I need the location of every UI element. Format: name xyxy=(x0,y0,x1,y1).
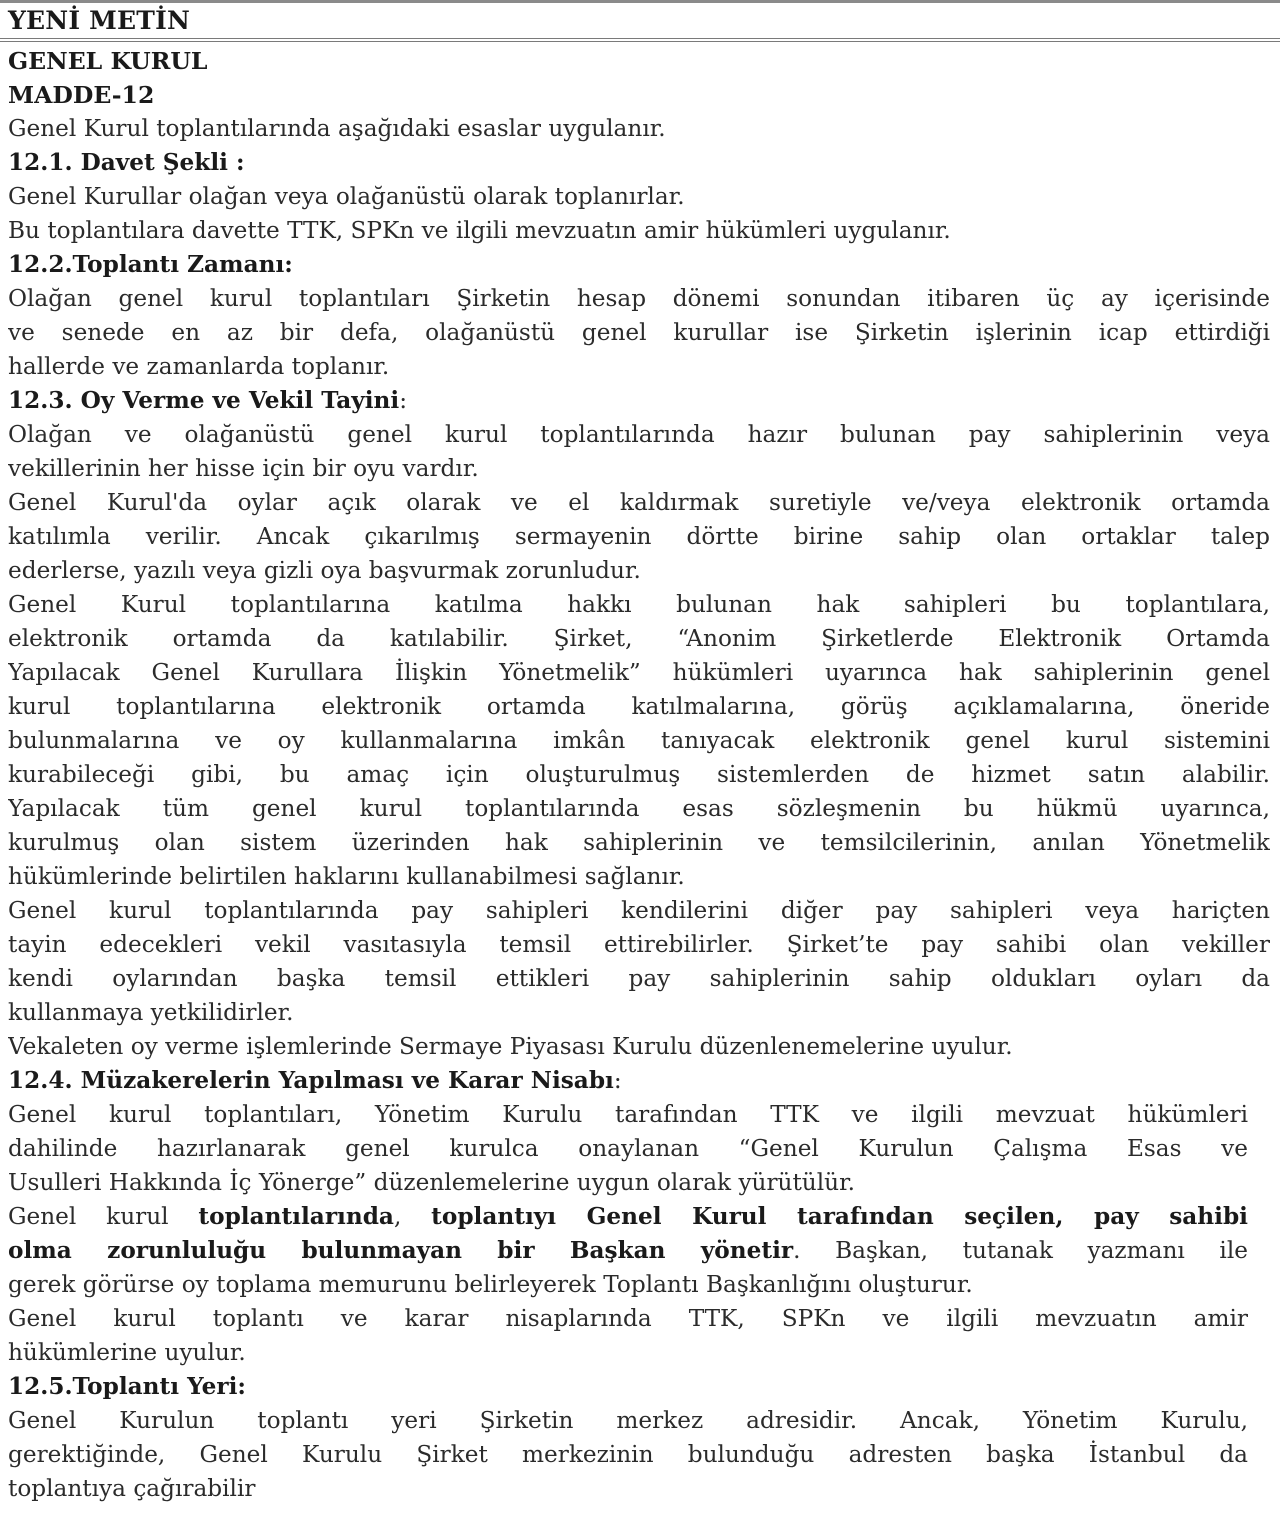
heading-colon: : xyxy=(399,387,408,414)
paragraph-line: kurulmuş olan sistem üzerinden hak sahiplerinin ve temsilcilerinin, anılan Yönetmelik xyxy=(8,829,1270,856)
paragraph-line: ederlerse, yazılı veya gizli oya başvurmak zorunludur. xyxy=(8,557,641,584)
paragraph-line: katılımla verilir. Ancak çıkarılmış sermayenin dörtte birine sahip olan ortaklar talep xyxy=(8,523,1270,550)
paragraph-line: kullanmaya yetkilidirler. xyxy=(8,999,294,1026)
paragraph-line: dahilinde hazırlanarak genel kurulca onaylanan “Genel Kurulun Çalışma Esas ve xyxy=(8,1135,1248,1162)
subsection-heading-12-3 xyxy=(8,384,1270,418)
heading-text: 12.4. Müzakerelerin Yapılması ve Karar Nisabı xyxy=(8,1067,614,1094)
paragraph-line: Genel kurul toplantılarında pay sahipleri kendilerini diğer pay sahipleri veya hariçten xyxy=(8,897,1270,924)
paragraph-line xyxy=(8,1200,1248,1234)
paragraph-line: kendi oylarından başka temsil ettikleri pay sahiplerinin sahip oldukları oyları da xyxy=(8,965,1270,992)
paragraph-line: Genel Kurul'da oylar açık olarak ve el kaldırmak suretiyle ve/veya elektronik ortamda xyxy=(8,489,1270,516)
header-bar xyxy=(0,0,1280,42)
paragraph-line: elektronik ortamda da katılabilir. Şirket, “Anonim Şirketlerde Elektronik Ortamda xyxy=(8,625,1270,652)
header-title: YENİ METİN xyxy=(8,6,191,35)
paragraph-line: gerektiğinde, Genel Kurulu Şirket merkezinin bulunduğu adresten başka İstanbul da xyxy=(8,1441,1248,1468)
article-body xyxy=(8,44,1270,1506)
paragraph-line: kurabileceği gibi, bu amaç için oluşturulmuş sistemlerden de hizmet satın alabilir. xyxy=(8,761,1270,788)
section-title: GENEL KURUL xyxy=(8,47,208,75)
paragraph-line: Genel Kurul toplantılarına katılma hakkı bulunan hak sahipleri bu toplantılara, xyxy=(8,591,1270,618)
paragraph-line: Genel Kurullar olağan veya olağanüstü olarak toplanırlar. xyxy=(8,183,685,210)
subsection-heading-12-1: 12.1. Davet Şekli : xyxy=(8,149,245,176)
heading-colon: : xyxy=(613,1067,622,1094)
bold-run: olma zorunluluğu bulunmayan bir Başkan yönetir xyxy=(8,1237,794,1264)
text-run: , xyxy=(393,1203,432,1230)
subsection-heading-12-4 xyxy=(8,1064,1270,1098)
bold-run: toplantıyı Genel Kurul tarafından seçilen, pay sahibi xyxy=(431,1203,1248,1230)
paragraph-line: bulunmalarına ve oy kullanmalarına imkân tanıyacak elektronik genel kurul sistemini xyxy=(8,727,1270,754)
paragraph-line: vekillerinin her hisse için bir oyu vardır. xyxy=(8,455,479,482)
paragraph-line: Bu toplantılara davette TTK, SPKn ve ilgili mevzuatın amir hükümleri uygulanır. xyxy=(8,217,951,244)
paragraph-line: Vekaleten oy verme işlemlerinde Sermaye Piyasası Kurulu düzenlenemelerine uyulur. xyxy=(8,1033,1013,1060)
intro-text: Genel Kurul toplantılarında aşağıdaki esaslar uygulanır. xyxy=(8,115,666,142)
paragraph-line: Olağan ve olağanüstü genel kurul toplantılarında hazır bulunan pay sahiplerinin veya xyxy=(8,421,1270,448)
paragraph-line: hükümlerinde belirtilen haklarını kullanabilmesi sağlanır. xyxy=(8,863,685,890)
paragraph-line: Usulleri Hakkında İç Yönerge” düzenlemelerine uygun olarak yürütülür. xyxy=(8,1169,855,1196)
paragraph-line: Genel kurul toplantı ve karar nisaplarında TTK, SPKn ve ilgili mevzuatın amir xyxy=(8,1305,1248,1332)
paragraph-line: hükümlerine uyulur. xyxy=(8,1339,246,1366)
subsection-heading-12-5: 12.5.Toplantı Yeri: xyxy=(8,1373,246,1400)
paragraph-line: Genel Kurulun toplantı yeri Şirketin merkez adresidir. Ancak, Yönetim Kurulu, xyxy=(8,1407,1248,1434)
paragraph-line: Yapılacak tüm genel kurul toplantılarında esas sözleşmenin bu hükmü uyarınca, xyxy=(8,795,1270,822)
paragraph-line: gerek görürse oy toplama memurunu belirleyerek Toplantı Başkanlığını oluşturur. xyxy=(8,1271,973,1298)
article-number: MADDE-12 xyxy=(8,81,155,109)
paragraph-line: Yapılacak Genel Kurullara İlişkin Yönetmelik” hükümleri uyarınca hak sahiplerinin genel xyxy=(8,659,1270,686)
text-run: . Başkan, tutanak yazmanı ile xyxy=(793,1237,1248,1264)
paragraph-line: tayin edecekleri vekil vasıtasıyla temsil ettirebilirler. Şirket’te pay sahibi olan vekiller xyxy=(8,931,1270,958)
paragraph-line: hallerde ve zamanlarda toplanır. xyxy=(8,353,390,380)
paragraph-line: kurul toplantılarına elektronik ortamda katılmalarına, görüş açıklamalarına, öneride xyxy=(8,693,1270,720)
paragraph-line: Genel kurul toplantıları, Yönetim Kurulu tarafından TTK ve ilgili mevzuat hükümleri xyxy=(8,1101,1248,1128)
paragraph-line: ve senede en az bir defa, olağanüstü genel kurullar ise Şirketin işlerinin icap ettirdiği xyxy=(8,319,1270,346)
paragraph-line: Olağan genel kurul toplantıları Şirketin hesap dönemi sonundan itibaren üç ay içerisinde xyxy=(8,285,1270,312)
paragraph-line: toplantıya çağırabilir xyxy=(8,1475,256,1502)
heading-text: 12.3. Oy Verme ve Vekil Tayini xyxy=(8,387,400,414)
paragraph-line xyxy=(8,1234,1248,1268)
subsection-heading-12-2: 12.2.Toplantı Zamanı: xyxy=(8,251,293,278)
text-run: Genel kurul xyxy=(8,1203,199,1230)
bold-run: toplantılarında xyxy=(198,1203,394,1230)
